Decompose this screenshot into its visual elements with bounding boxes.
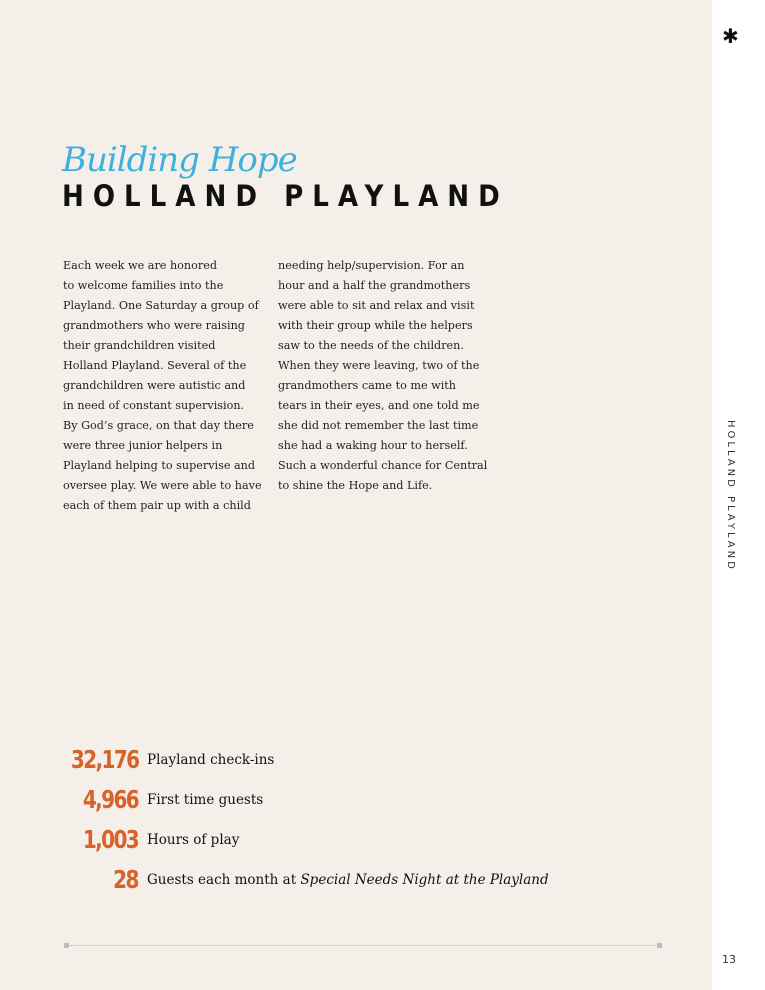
stat-number: 28 xyxy=(113,865,138,894)
body-column-2 xyxy=(278,256,488,496)
stat-label xyxy=(147,872,549,888)
body-line: By God’s grace, on that day there xyxy=(63,419,254,432)
stat-hours-of-play xyxy=(60,825,660,855)
body-column-1 xyxy=(63,256,263,516)
body-line: grandmothers came to me with xyxy=(278,379,457,392)
body-line: to shine the Hope and Life. xyxy=(278,479,433,492)
body-line: their grandchildren visited xyxy=(63,339,216,352)
body-line: When they were leaving, two of the xyxy=(278,359,480,372)
stat-label: Playland check-ins xyxy=(147,752,275,768)
stat-checkins xyxy=(60,745,660,775)
sidebar-section-title: HOLLAND PLAYLAND xyxy=(725,420,736,572)
right-sidebar xyxy=(712,0,765,990)
stat-number: 1,003 xyxy=(82,825,138,854)
body-line: oversee play. We were able to have xyxy=(63,479,262,492)
body-line: grandchildren were autistic and xyxy=(63,379,246,392)
body-line: each of them pair up with a child xyxy=(63,499,251,512)
body-line: with their group while the helpers xyxy=(278,319,473,332)
body-line: in need of constant supervision. xyxy=(63,399,245,412)
footer-divider xyxy=(66,945,660,946)
script-title: Building Hope xyxy=(62,140,297,180)
divider-end-right xyxy=(657,943,662,948)
body-line: hour and a half the grandmothers xyxy=(278,279,471,292)
body-line: Each week we are honored xyxy=(63,259,217,272)
stat-label-text: Guests each month at xyxy=(147,872,301,888)
stat-first-time-guests xyxy=(60,785,660,815)
body-line: saw to the needs of the children. xyxy=(278,339,464,352)
stat-label-italic: Special Needs Night at the Playland xyxy=(300,872,549,888)
page-title: HOLLAND PLAYLAND xyxy=(62,179,509,213)
stat-label: Hours of play xyxy=(147,832,240,848)
body-line: she had a waking hour to herself. xyxy=(278,439,468,452)
body-line: Such a wonderful chance for Central xyxy=(278,459,488,472)
body-line: grandmothers who were raising xyxy=(63,319,245,332)
body-line: were three junior helpers in xyxy=(63,439,223,452)
stat-number: 4,966 xyxy=(82,785,138,814)
stat-special-needs-night xyxy=(60,865,660,895)
body-line: tears in their eyes, and one told me xyxy=(278,399,480,412)
body-line: Holland Playland. Several of the xyxy=(63,359,247,372)
body-line: needing help/supervision. For an xyxy=(278,259,465,272)
body-line: Playland helping to supervise and xyxy=(63,459,256,472)
body-line: were able to sit and relax and visit xyxy=(278,299,475,312)
asterisk-icon: ✱ xyxy=(722,24,739,48)
stat-number: 32,176 xyxy=(70,745,138,774)
body-line: Playland. One Saturday a group of xyxy=(63,299,259,312)
page-number: 13 xyxy=(722,953,736,966)
stat-label: First time guests xyxy=(147,792,264,808)
body-line: she did not remember the last time xyxy=(278,419,479,432)
body-line: to welcome families into the xyxy=(63,279,224,292)
